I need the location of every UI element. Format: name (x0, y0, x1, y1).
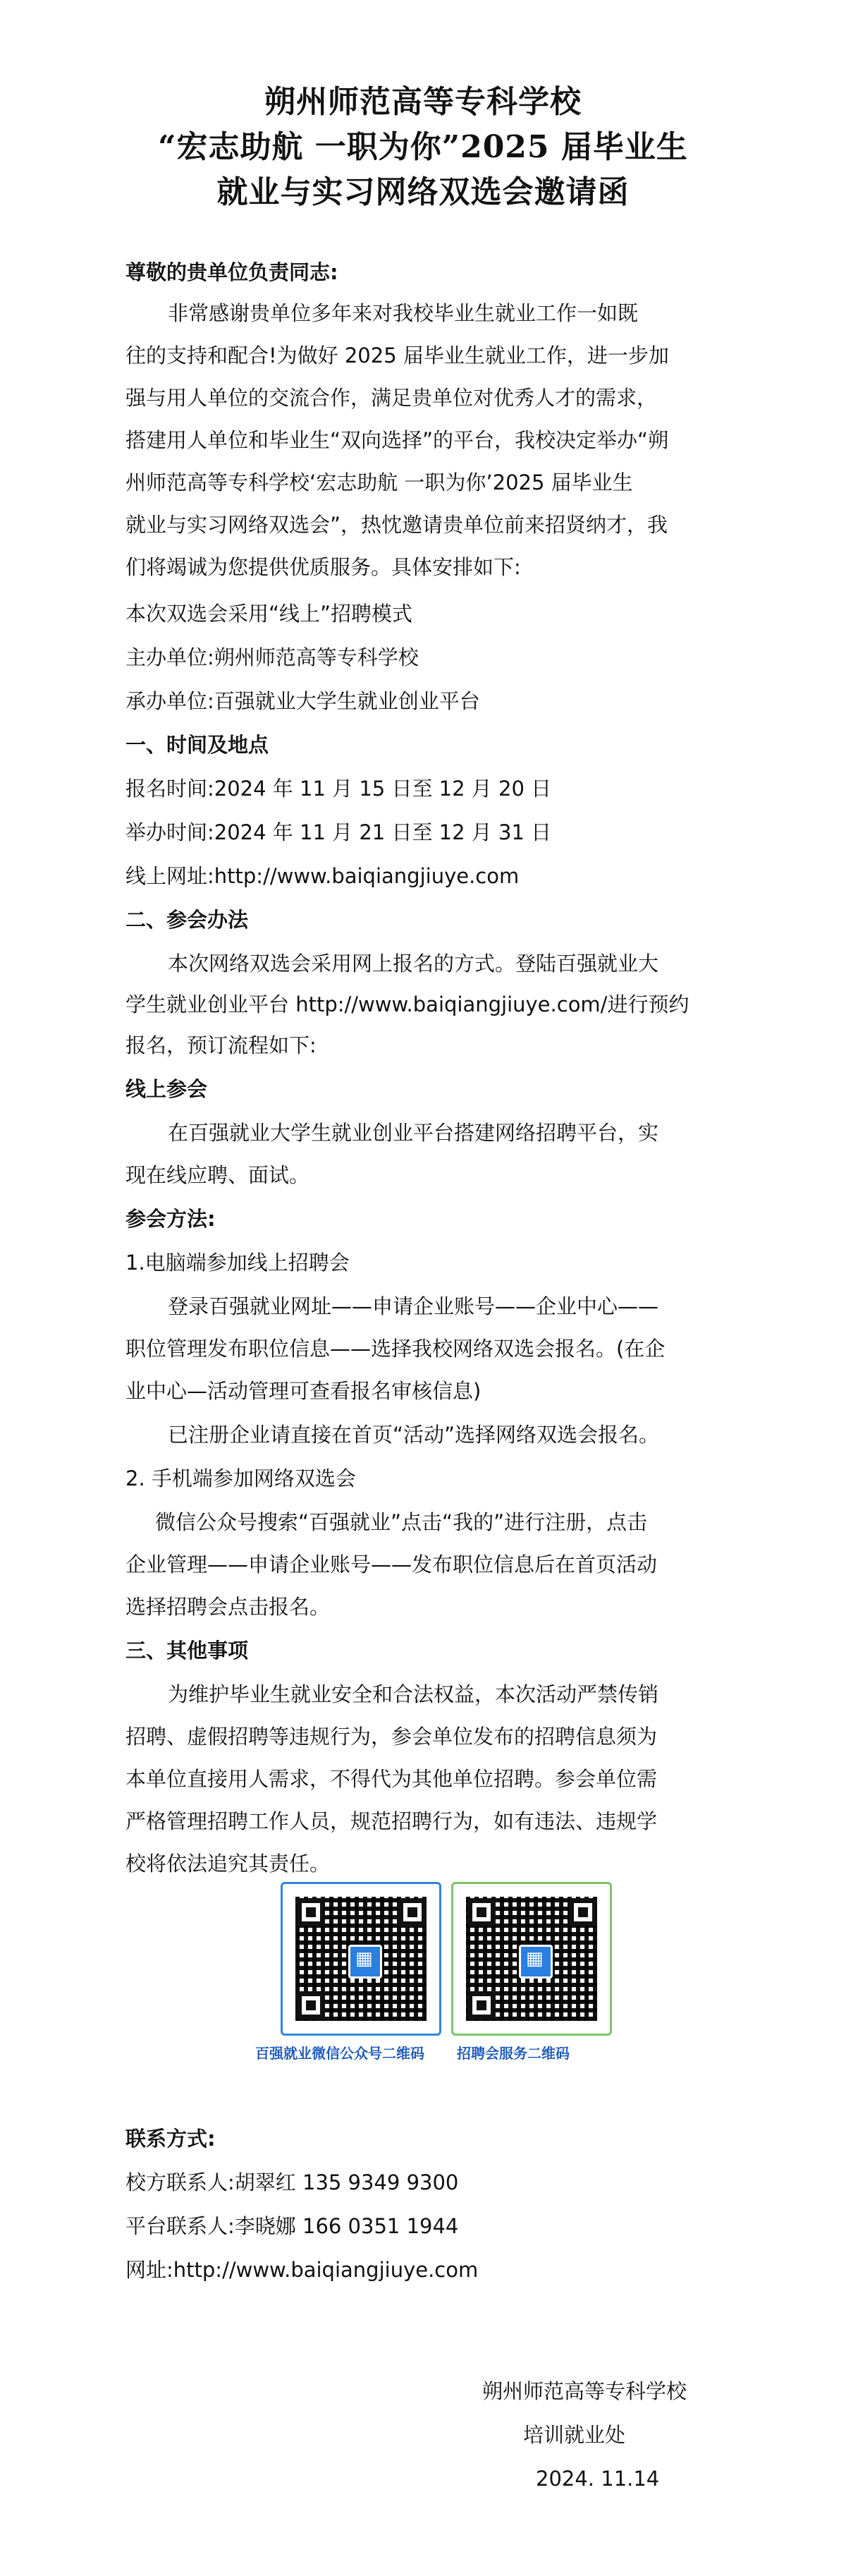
mode-line: 本次双选会采用“线上”招聘模式 (125, 602, 413, 626)
contact-url: 网址:http://www.baiqiangjiuye.com (125, 2258, 479, 2282)
signature-date: 2024. 11.14 (536, 2467, 660, 2491)
mobile-paragraph-line: 微信公众号搜索“百强就业”点击“我的”进行注册，点击 (155, 1510, 648, 1534)
intro-line: 搭建用人单位和毕业生“双向选择”的平台，我校决定举办“朔 (125, 428, 669, 452)
qr-finder (467, 1991, 496, 2019)
online-url: 线上网址:http://www.baiqiangjiuye.com (125, 864, 520, 888)
other-paragraph-line: 校将依法追究其责任。 (125, 1852, 331, 1876)
section-heading-time: 一、时间及地点 (125, 733, 269, 757)
other-paragraph-line: 招聘、虚假招聘等违规行为，参会单位发布的招聘信息须为 (125, 1725, 658, 1749)
other-paragraph-line: 严格管理招聘工作人员，规范招聘行为，如有违法、违规学 (125, 1809, 658, 1833)
other-paragraph-line: 为维护毕业生就业安全和合法权益，本次活动严禁传销 (168, 1682, 659, 1706)
platform-contact: 平台联系人:李晓娜 166 0351 1944 (125, 2214, 459, 2238)
method-heading: 参会方法: (125, 1207, 216, 1231)
host-line: 主办单位:朔州师范高等专科学校 (125, 645, 419, 669)
online-paragraph-line: 现在线应聘、面试。 (125, 1163, 310, 1187)
contact-heading: 联系方式: (125, 2127, 216, 2151)
section-heading-method: 二、参会办法 (125, 908, 249, 932)
title-line-3: 就业与实习网络双选会邀请函 (216, 174, 630, 210)
mobile-paragraph-line: 选择招聘会点击报名。 (125, 1595, 331, 1619)
intro-line: 强与用人单位的交流合作，满足贵单位对优秀人才的需求， (125, 386, 658, 410)
intro-line: 州师范高等专科学校‘宏志助航 一职为你’2025 届毕业生 (125, 470, 633, 494)
signup-time: 报名时间:2024 年 11 月 15 日至 12 月 20 日 (125, 777, 552, 801)
title-line-2: “宏志助航 一职为你”2025 届毕业生 (158, 129, 688, 165)
app-logo-icon (519, 1945, 553, 1979)
organizer-line: 承办单位:百强就业大学生就业创业平台 (125, 689, 480, 713)
wechat-qr-caption: 百强就业微信公众号二维码 (255, 2045, 424, 2062)
other-paragraph-line: 本单位直接用人需求，不得代为其他单位招聘。参会单位需 (125, 1767, 658, 1791)
qr-finder (398, 1898, 427, 1926)
pc-paragraph-line: 职位管理发布职位信息——选择我校网络双选会报名。(在企 (125, 1337, 666, 1361)
school-contact: 校方联系人:胡翠红 135 9349 9300 (125, 2170, 459, 2194)
pc-paragraph-line: 业中心—活动管理可查看报名审核信息) (125, 1379, 482, 1403)
intro-line: 非常感谢贵单位多年来对我校毕业生就业工作一如既 (168, 301, 639, 325)
section-heading-other: 三、其他事项 (125, 1639, 249, 1663)
signature-dept: 培训就业处 (523, 2423, 626, 2447)
service-qr-caption: 招聘会服务二维码 (457, 2045, 570, 2062)
qr-finder (569, 1898, 597, 1926)
title-line-1: 朔州师范高等专科学校 (264, 84, 582, 120)
method-paragraph-line: 学生就业创业平台 http://www.baiqiangjiuye.com/进行预约 (125, 992, 689, 1016)
service-qr-code (451, 1882, 612, 2036)
intro-line: 就业与实习网络双选会”，热忱邀请贵单位前来招贤纳才，我 (125, 513, 668, 537)
method-paragraph-line: 本次网络双选会采用网上报名的方式。登陆百强就业大 (168, 952, 659, 976)
online-heading: 线上参会 (125, 1077, 208, 1101)
pc-heading: 1.电脑端参加线上招聘会 (125, 1251, 350, 1275)
method-paragraph-line: 报名，预订流程如下: (125, 1033, 317, 1057)
qr-finder (297, 1991, 325, 2019)
pc-note: 已注册企业请直接在首页“活动”选择网络双选会报名。 (168, 1423, 660, 1447)
intro-line: 们将竭诚为您提供优质服务。具体安排如下: (125, 555, 521, 579)
held-time: 举办时间:2024 年 11 月 21 日至 12 月 31 日 (125, 820, 552, 844)
app-logo-icon (348, 1945, 382, 1979)
qr-finder (467, 1898, 496, 1926)
greeting: 尊敬的贵单位负责同志: (125, 260, 338, 284)
intro-line: 往的支持和配合!为做好 2025 届毕业生就业工作，进一步加 (125, 344, 669, 367)
online-paragraph-line: 在百强就业大学生就业创业平台搭建网络招聘平台，实 (168, 1121, 659, 1145)
pc-paragraph-line: 登录百强就业网址——申请企业账号——企业中心—— (168, 1294, 659, 1318)
mobile-paragraph-line: 企业管理——申请企业账号——发布职位信息后在首页活动 (125, 1553, 658, 1576)
mobile-heading: 2. 手机端参加网络双选会 (125, 1466, 356, 1490)
wechat-qr-code (281, 1882, 441, 2036)
qr-finder (297, 1898, 325, 1926)
signature-org: 朔州师范高等专科学校 (482, 2379, 687, 2403)
